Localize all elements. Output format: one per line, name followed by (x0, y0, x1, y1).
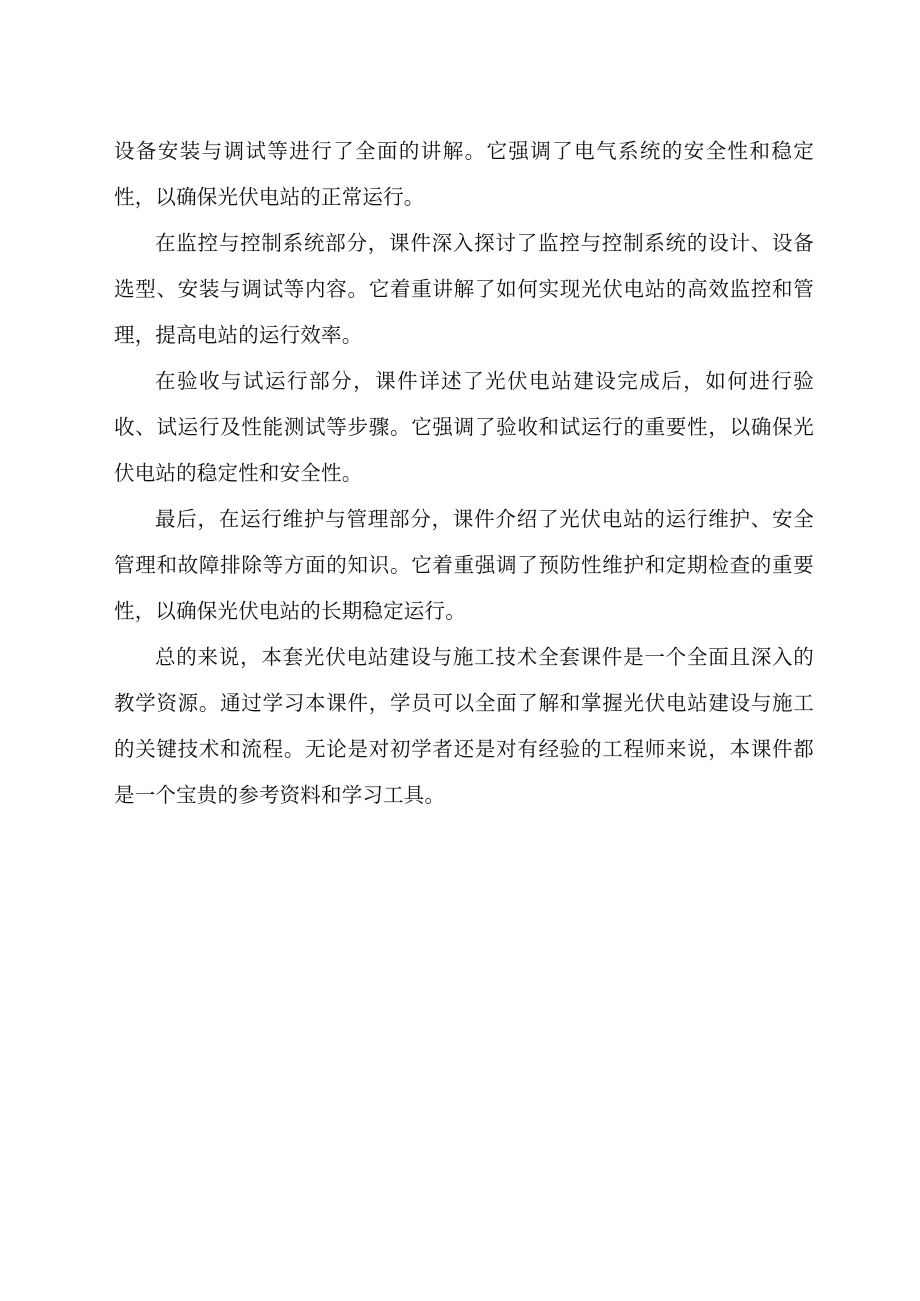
paragraph-monitoring-control: 在监控与控制系统部分，课件深入探讨了监控与控制系统的设计、设备选型、安装与调试等内容。它着重讲解了如何实现光伏电站的高效监控和管理，提高电站的运行效率。 (114, 231, 814, 347)
paragraph-electrical-continuation: 设备安装与调试等进行了全面的讲解。它强调了电气系统的安全性和稳定性，以确保光伏电站的正常运行。 (114, 139, 814, 209)
paragraph-operation-maintenance: 最后，在运行维护与管理部分，课件介绍了光伏电站的运行维护、安全管理和故障排除等方面的知识。它着重强调了预防性维护和定期检查的重要性，以确保光伏电站的长期稳定运行。 (114, 507, 814, 623)
paragraph-summary: 总的来说，本套光伏电站建设与施工技术全套课件是一个全面且深入的教学资源。通过学习本课件，学员可以全面了解和掌握光伏电站建设与施工的关键技术和流程。无论是对初学者还是对有经验的工程师来说，本课件都是一个宝贵的参考资料和学习工具。 (114, 645, 814, 807)
paragraph-acceptance-trial-run: 在验收与试运行部分，课件详述了光伏电站建设完成后，如何进行验收、试运行及性能测试等步骤。它强调了验收和试运行的重要性，以确保光伏电站的稳定性和安全性。 (114, 369, 814, 485)
document-body (114, 128, 814, 818)
